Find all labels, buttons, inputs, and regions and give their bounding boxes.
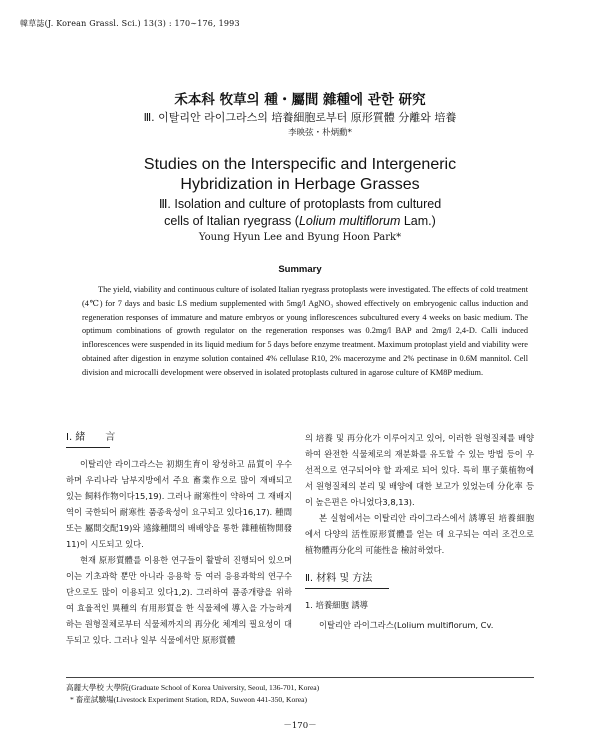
section1-heading bbox=[66, 430, 292, 448]
species-name: Lolium multiflorum bbox=[298, 214, 401, 228]
title-english-line2: Hybridization in Herbage Grasses bbox=[180, 176, 420, 193]
subsection-heading: 1. 培養細胞 誘導 bbox=[305, 600, 368, 610]
subtitle-english-line2-a: cells of Italian ryegrass ( bbox=[164, 214, 299, 228]
subtitle-korean: Ⅲ. 이탈리안 라이그라스의 培養細胞로부터 原形質體 分離와 培養 bbox=[143, 111, 457, 124]
summary-text: The yield, viability and continuous culture of isolated Italian ryegrass protoplasts were investigated. The effects of cold treatment (4℃) for 7 days and basic LS medium supplemented with 5mg/l AgNO₃ showed effectively on embryogenic callus induction and regeneration responses of immature and mature embryos or young inflorescences subcultured every 4 weeks on basic medium. The optimum combinations of growth regulator on the regeneration responses was 0.2mg/l BAP and 2mg/l 2,4-D. Calli induced inflorescences were suspended in its liquid medium for 5 days before enzyme treatment. Maximum protoplast yield and viability were obtained after digestion in enzyme solution contained 4% cellulase R10, 2% macerozyme and 2% pectinase in 0.6M mannitol. Cell division and microcalli development were observed in isolated protoplasts cultured in agarose culture of KM8P medium. bbox=[82, 285, 528, 377]
title-korean: 禾本科 牧草의 種・屬間 雜種에 관한 研究 bbox=[174, 92, 426, 108]
section1-underline bbox=[66, 447, 110, 448]
title-english bbox=[0, 155, 600, 195]
authors-english: Young Hyun Lee and Byung Hoon Park* bbox=[198, 232, 402, 243]
subtitle-english-line2 bbox=[0, 213, 600, 230]
intro-paragraph-1: 이탈리안 라이그라스는 初期生育이 왕성하고 品質이 우수하며 우리나라 남부지방에서 주요 畜業作으로 많이 재배되고 있는 飼料作物이다15,19). 그러나 耐寒性이 약하여 그 재배지역이 국한되어 耐寒性 품종육성이 요구되고 있다16,17). 種間 또는 屬間交配19)와 遠緣種間의 배배양을 통한 雜種植物開發11)이 시도되고 있다. bbox=[66, 459, 292, 549]
right-column bbox=[305, 430, 534, 633]
section2-heading-text: Ⅱ. 材料 및 方法 bbox=[305, 573, 373, 584]
footnote-rule bbox=[66, 677, 534, 678]
authors-korean: 李映弦・朴炳勳* bbox=[288, 128, 352, 138]
page-number: －170－ bbox=[283, 721, 317, 731]
subtitle-english-line1: Ⅲ. Isolation and culture of protoplasts from cultured bbox=[158, 197, 442, 211]
title-english-line1: Studies on the Interspecific and Intergeneric bbox=[143, 156, 457, 173]
subtitle-english-line2-b: Lam.) bbox=[400, 214, 436, 228]
summary-heading: Summary bbox=[278, 264, 322, 275]
footnote-affiliation-1: 高麗大學校 大學院(Graduate School of Korea University, Seoul, 136-701, Korea) bbox=[66, 683, 320, 692]
left-column bbox=[66, 430, 292, 648]
section2-underline bbox=[305, 588, 389, 589]
journal-citation: 韓草誌(J. Korean Grassl. Sci.) 13(3) : 170∼176, 1993 bbox=[20, 19, 240, 28]
subtitle-english bbox=[0, 196, 600, 230]
section2-heading bbox=[305, 571, 534, 589]
intro-paragraph-3: 의 培養 및 再分化가 이루어지고 있어, 이러한 원형질체를 배양하여 완전한 식물체로의 재분화를 유도할 수 있는 방법 등이 우선적으로 연구되어야 할 과제로 되어 있다. 특히 單子葉植物에서 원형질체의 분리 및 배양에 대한 보고가 있었는데 分化率 등이 높은편은 아니었다3,8,13). bbox=[305, 433, 534, 507]
section1-heading-text: Ⅰ. 緒 言 bbox=[66, 432, 116, 443]
footnote-affiliation-2: * 畜産試驗場(Livestock Experiment Station, RDA, Suweon 441-350, Korea) bbox=[70, 695, 308, 704]
methods-paragraph-1: 이탈리안 라이그라스(Lolium multiflorum, Cv. bbox=[319, 620, 494, 630]
intro-paragraph-4: 본 실험에서는 이탈리안 라이그라스에서 誘導된 培養細胞에서 다양의 活性原形質體를 얻는 데 요구되는 여러 조건으로 植物體再分化의 可能性을 檢討하였다. bbox=[305, 513, 534, 555]
intro-paragraph-2: 현재 原形質體를 이용한 연구들이 활발히 진행되어 있으며 이는 기초과학 뿐만 아니라 응용학 등 여러 응용과학의 연구수단으로도 많이 이용되고 있다1,2). 그러하여 품종개량을 위하여 효율적인 異種의 有用形質을 한 식물체에 導入을 가능하게 하는 원형질체로부터 식물체까지의 再分化 체계의 필요성이 대두되고 있다. 그러나 일부 식물에서만 原形質體 bbox=[66, 555, 292, 645]
